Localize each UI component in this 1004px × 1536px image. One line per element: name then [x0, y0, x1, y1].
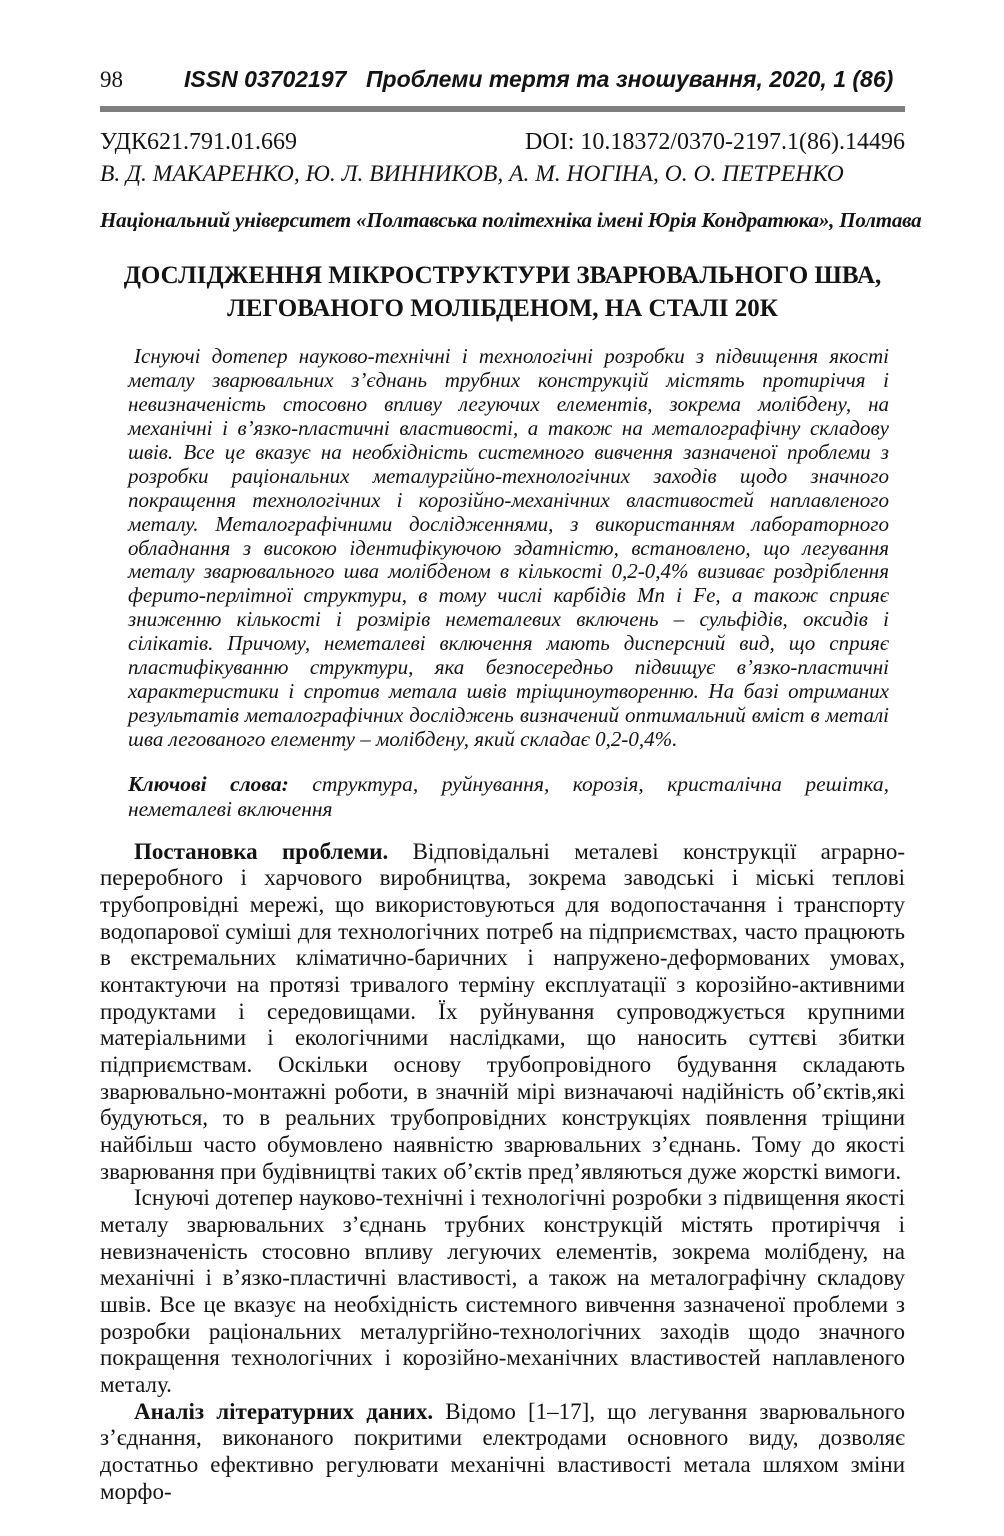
section-lead-literature-analysis: Аналіз літературних даних. — [134, 1398, 434, 1424]
udc-label: УДК621.791.01.669 — [100, 129, 297, 155]
keywords-label: Ключові слова: — [128, 771, 289, 796]
journal-title: Проблеми тертя та зношування, 2020, 1 (86) — [366, 66, 894, 92]
title-line-1: ДОСЛІДЖЕННЯ МІКРОСТРУКТУРИ ЗВАРЮВАЛЬНОГО ШВА, — [123, 262, 882, 289]
page-title — [100, 259, 905, 325]
body-paragraph-literature-analysis — [100, 1399, 905, 1506]
keywords-paragraph — [128, 772, 889, 823]
body-paragraph-1-text: Відповідальні металеві конструкції аграрно-переробного і харчового виробництва, зокрема заводські і міські теплові трубопровідні мережі, що використовуються для водопостачання і транспорту водопарової суміші для технологічних потреб на підприємствах, часто працюють в екстремальних кліматично-баричних і напружено-деформованих умовах, контактуючи на протязі тривалого терміну експлуатації з корозійно-активними продуктами і середовищами. Їх руйнування супроводжується крупними матеріальними і екологічними наслідками, що наносить суттєві збитки підприємствам. Оскільки основу трубопровідного будування складають зварювально-монтажні роботи, в значній мірі визначаючі надійність об’єктів,які будуються, то в реальних трубопровідних конструкціях появлення тріщини найбільш часто обумовлено наявністю зварювальних з’єднань. Тому до якості зварювання при будівництві таких об’єктів пред’являються дуже жорсткі вимоги. — [100, 838, 905, 1184]
body-paragraph-3-text: Відомо [1–17], що легування зварювального з’єднання, виконаного покритими електродами основного виду, дозволяє достатньо ефективно регулювати механічні властивості метала шляхом зміни морфо- — [100, 1398, 906, 1504]
authors-line: В. Д. МАКАРЕНКО, Ю. Л. ВИННИКОВ, А. М. НОГІНА, О. О. ПЕТРЕНКО — [100, 161, 844, 187]
abstract-paragraph: Існуючі дотепер науково-технічні і технологічні розробки з підвищення якості металу зварювальних з’єднань трубних конструкцій містять протиріччя і невизначеність стосовно впливу легуючих елементів, зокрема молібдену, на механічні і в’язко-пластичні властивості, а також на металографічну складову швів. Все це вказує на необхідність системного вивчення зазначеної проблеми з розробки раціональних металургійно-технологічних заходів щодо значного покращення технологічних і корозійно-механічних властивостей наплавленого металу. Металографічними дослідженнями, з використанням лабораторного обладнання з високою ідентифікуючою здатністю, встановлено, що легування металу зварювального шва молібденом в кількості 0,2-0,4% визиває роздріблення ферито-перлітної структури, в тому числі карбідів Mn і Fe, а також сприяє зниженню кількості і розмірів неметалевих включень – сульфідів, оксидів і сілікатів. Причому, неметалеві включення мають дисперсний вид, що сприяє пластифікуванню структури, яка безпосередньо підвищує в’язко-пластичні характеристики і спротив метала швів тріщиноутворенню. На базі отриманих результатів металографічних досліджень визначений оптимальний вміст в металі шва легованого елементу – молібдену, який складає 0,2-0,4%. — [128, 344, 889, 751]
page-number: 98 — [100, 67, 123, 92]
affiliation-line: Національний університет «Полтавська політехніка імені Юрія Кондратюка», Полтава — [100, 208, 922, 232]
header-rule — [100, 106, 905, 112]
doi-label: DOI: 10.18372/0370-2197.1(86).14496 — [525, 129, 905, 155]
body-paragraph-2 — [100, 1185, 905, 1398]
title-line-2: ЛЕГОВАНОГО МОЛІБДЕНОМ, НА СТАЛІ 20К — [227, 295, 778, 322]
body-paragraph-2-text: Існуючі дотепер науково-технічні і технологічні розробки з підвищення якості металу зварювальних з’єднань трубних конструкцій містять протиріччя і невизначеність стосовно впливу легуючих елементів, зокрема молібдену, на механічні і в’язко-пластичні властивості, а також на металографічну складову швів. Все це вказує на необхідність системного вивчення зазначеної проблеми з розробки раціональних металургійно-технологічних заходів щодо значного покращення технологічних і корозійно-механічних властивостей наплавленого металу. — [100, 1185, 905, 1398]
running-head — [100, 66, 905, 93]
body-paragraph-problem-statement — [100, 839, 905, 1186]
article-body — [100, 839, 905, 1506]
section-lead-problem-statement: Постановка проблеми. — [134, 838, 389, 864]
keywords-text: структура, руйнування, корозія, кристалічна решітка, неметалеві включення — [128, 771, 889, 822]
meta-row — [100, 129, 905, 156]
issn-label: ISSN 03702197 — [184, 66, 347, 92]
